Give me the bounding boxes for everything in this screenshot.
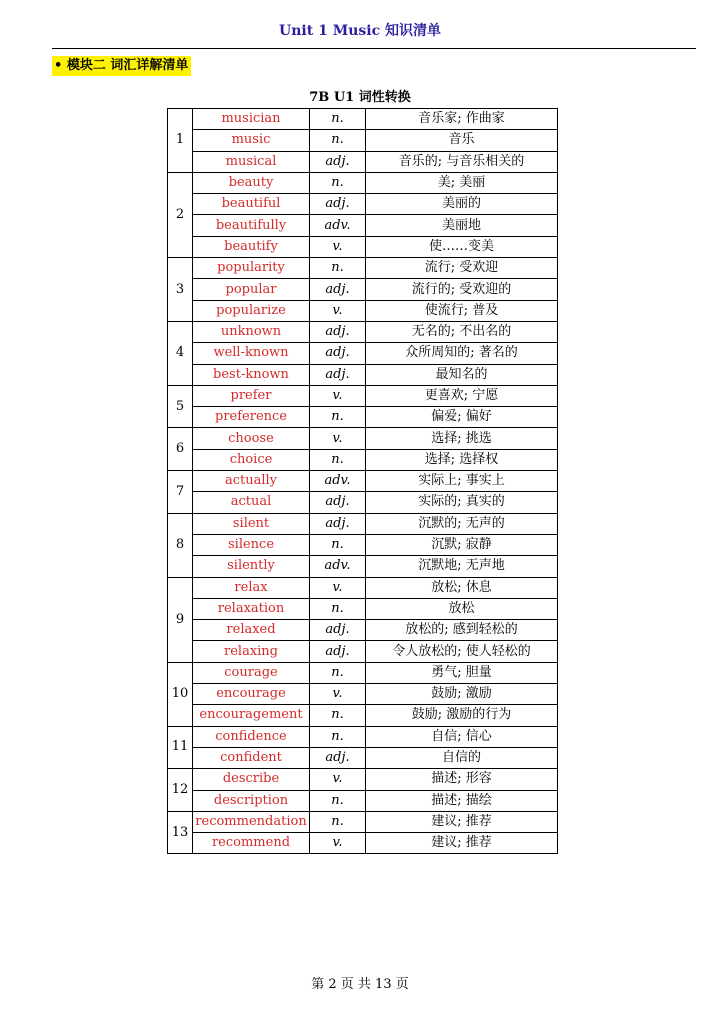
meaning-cell: 建议; 推荐 [366,833,558,854]
table-row [168,385,558,406]
meaning-cell: 勇气; 胆量 [366,662,558,683]
word-cell: popularize [193,300,310,321]
table-row [168,279,558,300]
meaning-cell: 选择; 选择权 [366,449,558,470]
group-number: 12 [168,769,193,812]
group-number: 6 [168,428,193,471]
meaning-cell: 最知名的 [366,364,558,385]
part-of-speech-cell: adj. [310,492,366,513]
table-row [168,364,558,385]
header-divider [52,48,696,49]
part-of-speech-cell: adv. [310,215,366,236]
table-row [168,726,558,747]
table-row [168,151,558,172]
table-row [168,811,558,832]
table-row [168,790,558,811]
part-of-speech-cell: n. [310,790,366,811]
part-of-speech-cell: n. [310,172,366,193]
table-row [168,769,558,790]
word-cell: beauty [193,172,310,193]
table-row [168,534,558,555]
meaning-cell: 使……变美 [366,236,558,257]
word-cell: preference [193,407,310,428]
table-row [168,598,558,619]
word-cell: confident [193,747,310,768]
meaning-cell: 音乐的; 与音乐相关的 [366,151,558,172]
meaning-cell: 描述; 形容 [366,769,558,790]
word-cell: confidence [193,726,310,747]
meaning-cell: 实际上; 事实上 [366,471,558,492]
word-cell: prefer [193,385,310,406]
word-cell: relaxation [193,598,310,619]
word-cell: beautiful [193,194,310,215]
word-cell: musician [193,109,310,130]
part-of-speech-cell: adj. [310,321,366,342]
part-of-speech-cell: adj. [310,620,366,641]
meaning-cell: 使流行; 普及 [366,300,558,321]
word-cell: relax [193,577,310,598]
group-number: 5 [168,385,193,428]
meaning-cell: 建议; 推荐 [366,811,558,832]
part-of-speech-cell: n. [310,662,366,683]
word-cell: silence [193,534,310,555]
word-cell: actually [193,471,310,492]
table-row [168,641,558,662]
part-of-speech-cell: v. [310,300,366,321]
group-number: 8 [168,513,193,577]
meaning-cell: 更喜欢; 宁愿 [366,385,558,406]
table-row [168,513,558,534]
table-row [168,407,558,428]
meaning-cell: 众所周知的; 著名的 [366,343,558,364]
word-cell: choose [193,428,310,449]
table-row [168,449,558,470]
part-of-speech-cell: adj. [310,279,366,300]
part-of-speech-cell: n. [310,258,366,279]
table-row [168,130,558,151]
table-row [168,236,558,257]
part-of-speech-cell: n. [310,534,366,555]
meaning-cell: 自信; 信心 [366,726,558,747]
meaning-cell: 流行的; 受欢迎的 [366,279,558,300]
table-row [168,172,558,193]
meaning-cell: 选择; 挑选 [366,428,558,449]
part-of-speech-cell: v. [310,684,366,705]
table-row [168,833,558,854]
word-cell: recommendation [193,811,310,832]
word-cell: music [193,130,310,151]
group-number: 11 [168,726,193,769]
part-of-speech-cell: adj. [310,513,366,534]
meaning-cell: 描述; 描绘 [366,790,558,811]
table-row [168,194,558,215]
part-of-speech-cell: n. [310,705,366,726]
meaning-cell: 流行; 受欢迎 [366,258,558,279]
part-of-speech-cell: n. [310,726,366,747]
part-of-speech-cell: v. [310,577,366,598]
part-of-speech-cell: n. [310,811,366,832]
part-of-speech-cell: n. [310,407,366,428]
word-cell: well-known [193,343,310,364]
part-of-speech-cell: n. [310,109,366,130]
meaning-cell: 偏爱; 偏好 [366,407,558,428]
part-of-speech-cell: v. [310,385,366,406]
word-cell: beautify [193,236,310,257]
table-row [168,747,558,768]
group-number: 4 [168,321,193,385]
meaning-cell: 令人放松的; 使人轻松的 [366,641,558,662]
group-number: 1 [168,109,193,173]
word-cell: encourage [193,684,310,705]
part-of-speech-cell: adv. [310,556,366,577]
table-row [168,258,558,279]
word-cell: actual [193,492,310,513]
part-of-speech-cell: n. [310,598,366,619]
meaning-cell: 沉默地; 无声地 [366,556,558,577]
table-row [168,471,558,492]
table-row [168,428,558,449]
group-number: 3 [168,258,193,322]
part-of-speech-cell: v. [310,236,366,257]
meaning-cell: 放松 [366,598,558,619]
part-of-speech-cell: adj. [310,641,366,662]
word-cell: popularity [193,258,310,279]
page-header-title: Unit 1 Music 知识清单 [279,23,441,39]
word-cell: silent [193,513,310,534]
word-cell: unknown [193,321,310,342]
meaning-cell: 鼓励; 激励 [366,684,558,705]
table-title: 7B U1 词性转换 [309,90,411,105]
word-cell: recommend [193,833,310,854]
part-of-speech-cell: n. [310,449,366,470]
table-row [168,321,558,342]
part-of-speech-cell: adj. [310,194,366,215]
page-footer: 第 2 页 共 13 页 [311,977,409,992]
word-cell: silently [193,556,310,577]
word-cell: beautifully [193,215,310,236]
word-cell: describe [193,769,310,790]
meaning-cell: 放松的; 感到轻松的 [366,620,558,641]
word-cell: relaxed [193,620,310,641]
group-number: 9 [168,577,193,662]
part-of-speech-cell: v. [310,769,366,790]
vocabulary-table [167,108,558,854]
meaning-cell: 沉默的; 无声的 [366,513,558,534]
table-row [168,109,558,130]
meaning-cell: 美丽的 [366,194,558,215]
meaning-cell: 无名的; 不出名的 [366,321,558,342]
word-cell: choice [193,449,310,470]
table-row [168,620,558,641]
meaning-cell: 音乐 [366,130,558,151]
group-number: 2 [168,172,193,257]
meaning-cell: 音乐家; 作曲家 [366,109,558,130]
word-cell: encouragement [193,705,310,726]
section-label: • 模块二 词汇详解清单 [52,56,191,76]
group-number: 10 [168,662,193,726]
part-of-speech-cell: adj. [310,747,366,768]
table-row [168,705,558,726]
part-of-speech-cell: v. [310,833,366,854]
meaning-cell: 放松; 休息 [366,577,558,598]
word-cell: popular [193,279,310,300]
word-cell: best-known [193,364,310,385]
word-cell: description [193,790,310,811]
meaning-cell: 鼓励; 激励的行为 [366,705,558,726]
table-row [168,492,558,513]
table-row [168,684,558,705]
group-number: 13 [168,811,193,854]
word-cell: musical [193,151,310,172]
meaning-cell: 实际的; 真实的 [366,492,558,513]
table-row [168,215,558,236]
part-of-speech-cell: adj. [310,364,366,385]
group-number: 7 [168,471,193,514]
table-row [168,556,558,577]
meaning-cell: 沉默; 寂静 [366,534,558,555]
part-of-speech-cell: adj. [310,343,366,364]
table-row [168,343,558,364]
meaning-cell: 自信的 [366,747,558,768]
table-row [168,577,558,598]
part-of-speech-cell: n. [310,130,366,151]
part-of-speech-cell: adv. [310,471,366,492]
word-cell: relaxing [193,641,310,662]
meaning-cell: 美; 美丽 [366,172,558,193]
table-row [168,662,558,683]
word-cell: courage [193,662,310,683]
table-row [168,300,558,321]
meaning-cell: 美丽地 [366,215,558,236]
part-of-speech-cell: v. [310,428,366,449]
part-of-speech-cell: adj. [310,151,366,172]
